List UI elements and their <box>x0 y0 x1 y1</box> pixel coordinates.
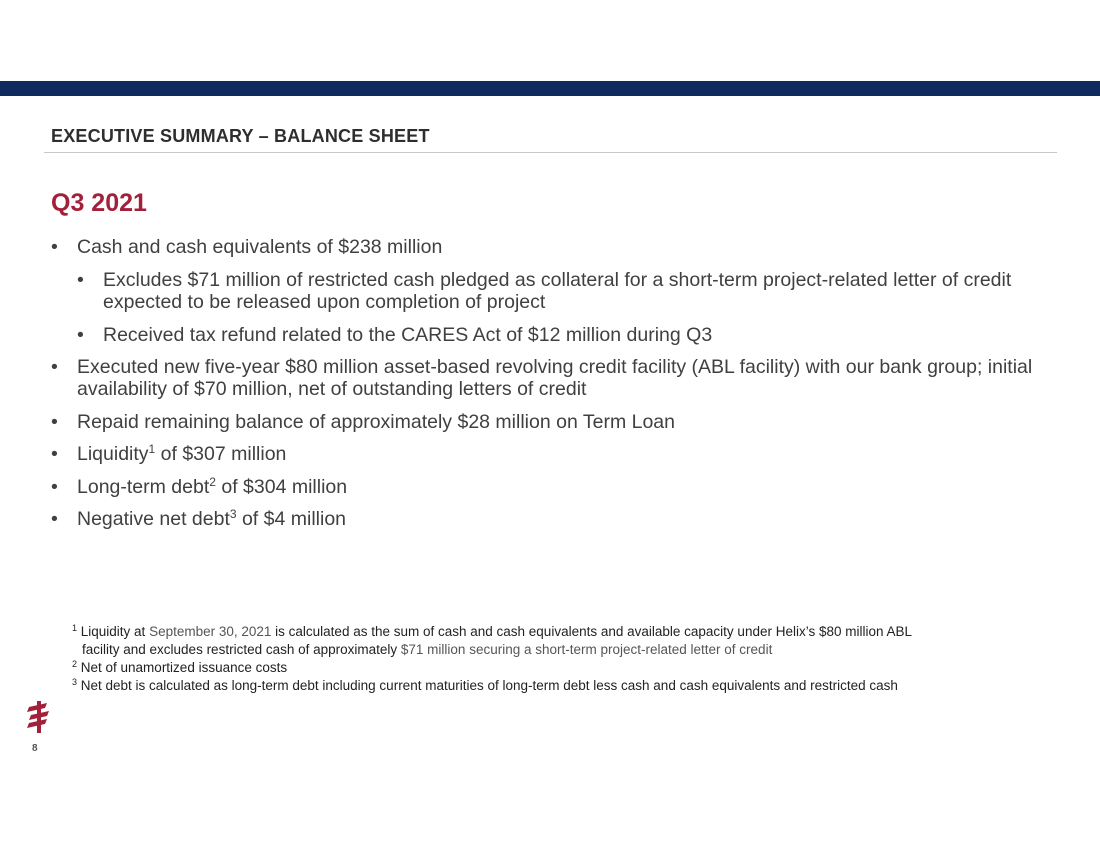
bullet-text: Long-term debt$^2$ of $304 million <box>77 475 348 498</box>
footnote-3: $^3$ Net debt is calculated as long-term debt including current maturities of long-term debt less cash and cash equivalents and restricted cash <box>72 677 898 693</box>
slide-subtitle: Q3 2021 <box>51 189 147 217</box>
bullet-marker: • <box>77 269 84 291</box>
bullet-item <box>51 508 1041 530</box>
bullet-text: Repaid remaining balance of approximately $28 million on Term Loan <box>77 411 675 433</box>
footnote-2: $^2$ Net of unamortized issuance costs <box>72 659 288 675</box>
top-banner-band <box>0 81 1100 96</box>
bullet-marker: • <box>51 443 58 465</box>
bullet-text: Cash and cash equivalents of $238 million <box>77 236 443 258</box>
bullet-text: Liquidity$^1$ of $307 million <box>77 442 287 465</box>
sub-bullet-item <box>77 324 1037 346</box>
bullet-text: Received tax refund related to the CARES Act of $12 million during Q3 <box>103 324 713 346</box>
bullet-marker: • <box>51 411 58 433</box>
footnote-1: $^1$ Liquidity at September 30, 2021 is calculated as the sum of cash and cash equivalents and available capacity under Helix’s $80 million ABL <box>72 623 913 639</box>
bullet-text: Negative net debt$^3$ of $4 million <box>77 507 347 530</box>
bullet-item <box>51 236 1041 258</box>
footnote-1-continued: facility and excludes restricted cash of approximately $71 million securing a short-term project-related letter of credit <box>82 642 773 657</box>
bullet-item <box>51 356 1041 400</box>
footnotes <box>72 623 1032 695</box>
bullet-marker: • <box>77 324 84 346</box>
bullet-item <box>51 411 1041 433</box>
page-number: 8 <box>32 743 38 754</box>
bullet-item <box>51 476 1041 498</box>
helix-logo-icon <box>26 701 52 733</box>
bullet-text: Executed new five-year $80 million asset-based revolving credit facility (ABL facility) with our bank group; initial availability of $70 million, net of outstanding letters of credit <box>77 356 1033 400</box>
bullet-marker: • <box>51 356 58 378</box>
sub-bullet-item <box>77 269 1037 313</box>
bullet-marker: • <box>51 476 58 498</box>
section-header: EXECUTIVE SUMMARY – BALANCE SHEET <box>51 126 430 146</box>
bullet-marker: • <box>51 236 58 258</box>
bullet-marker: • <box>51 508 58 530</box>
bullet-text: Excludes $71 million of restricted cash pledged as collateral for a short-term project-related letter of credit expected to be released upon completion of project <box>103 269 1012 313</box>
bullet-item <box>51 443 1041 465</box>
header-divider <box>44 152 1057 153</box>
